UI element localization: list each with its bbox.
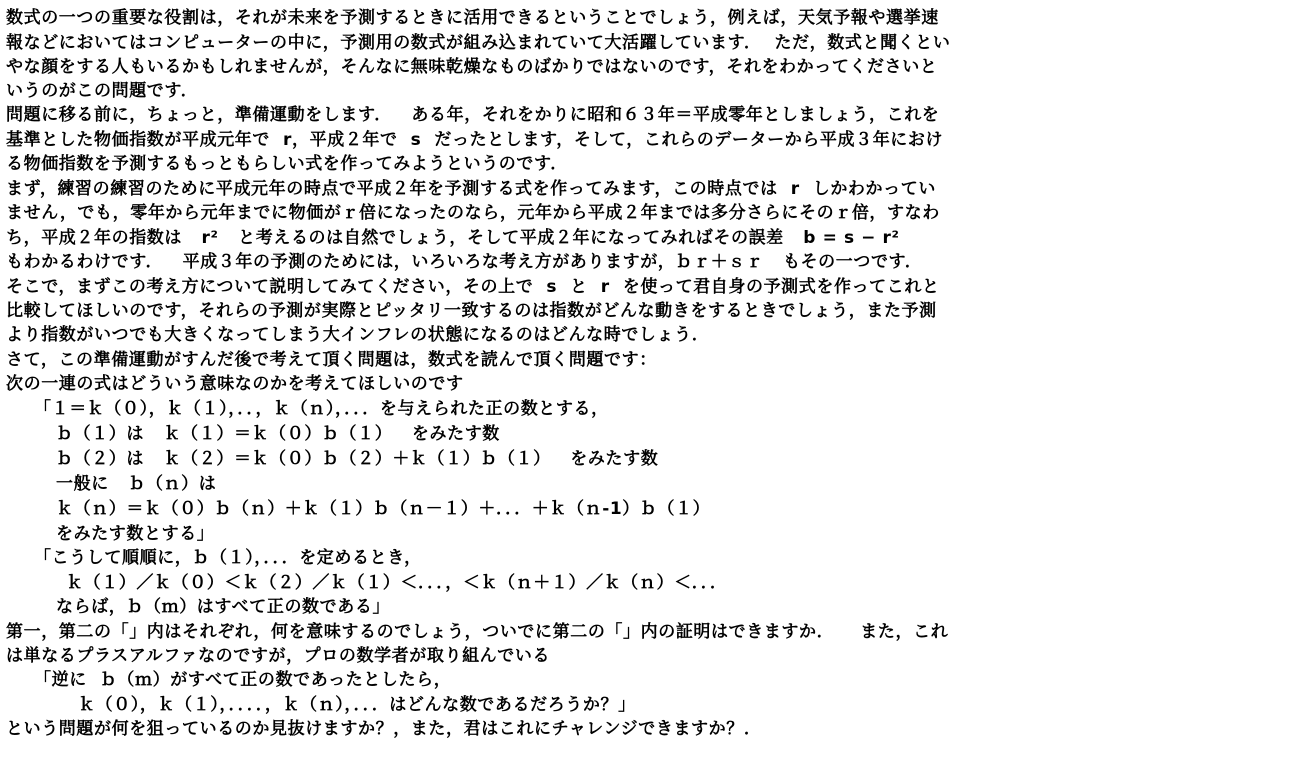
text-line-12: そこで，まずこの考え方について説明してみてください，その上で s と r を使って君自身の予測式を作ってこれと — [6, 277, 940, 297]
text-line-26: 第一，第二の「」内はそれぞれ，何を意味するのでしょう，ついでに第二の「」内の証明はできますか． また，これ — [6, 622, 949, 642]
text-line-2: 報などにおいてはコンピューターの中に，予測用の数式が組み込まれていて大活躍しています． ただ，数式と聞くとい — [6, 33, 951, 53]
text-line-8: まず，練習の練習のために平成元年の時点で平成２年を予測する式を作ってみます，この時点では r しかわかってい — [6, 179, 936, 199]
text-line-19: ｂ（２）は ｋ（２）＝ｋ（０）ｂ（２）＋ｋ（１）ｂ（１） をみたす数 — [56, 449, 659, 469]
text-line-17: 「１＝ｋ（０），ｋ（１），．．，ｋ（ｎ），．．．を与えられた正の数とする， — [34, 399, 609, 419]
text-line-27: は単なるプラスアルファなのですが，プロの数学者が取り組んでいる — [6, 646, 551, 666]
text-line-7: る物価指数を予測するもっともらしい式を作ってみようというのです． — [6, 154, 568, 174]
text-line-18: ｂ（１）は ｋ（１）＝ｋ（０）ｂ（１） をみたす数 — [56, 424, 500, 444]
text-line-24: ｋ（１）／ｋ（０）＜ｋ（２）／ｋ（１）＜．．．，＜ｋ（ｎ＋１）／ｋ（ｎ）＜．．． — [66, 573, 728, 593]
text-line-25: ならば，ｂ（ｍ）はすべて正の数である」 — [56, 597, 391, 617]
text-line-4: いうのがこの問題です． — [6, 81, 199, 101]
text-line-1: 数式の一つの重要な役割は，それが未来を予測するときに活用できるということでしょう，例えば，天気予報や選挙速 — [6, 8, 939, 28]
text-line-9: ません，でも，零年から元年までに物価がｒ倍になったのなら，元年から平成２年までは多分さらにそのｒ倍，すなわ — [6, 203, 940, 223]
text-line-13: 比較してほしいのです，それらの予測が実際とピッタリ一致するのは指数がどんな動きをするときでしょう，また予測 — [6, 301, 937, 321]
text-line-20: 一般に ｂ（ｎ）は — [56, 474, 217, 494]
text-line-21: ｋ（ｎ）＝ｋ（０）ｂ（ｎ）＋ｋ（１）ｂ（ｎ－１）＋．．．＋ｋ（ｎ-1）ｂ（１） — [56, 499, 711, 519]
text-line-14: より指数がいつでも大きくなってしまう大インフレの状態になるのはどんな時でしょう． — [6, 325, 710, 345]
text-line-30: という問題が何を狙っているのか見抜けますか？，また，君はこれにチャレンジできますか？． — [6, 719, 762, 739]
text-line-6: 基準とした物価指数が平成元年で r，平成２年で s だったとします，そして，これらのデーターから平成３年におけ — [6, 130, 944, 150]
text-line-15: さて，この準備運動がすんだ後で考えて頂く問題は，数式を読んで頂く問題です： — [6, 350, 657, 370]
text-line-16: 次の一連の式はどういう意味なのかを考えてほしいのです — [6, 374, 464, 394]
text-line-5: 問題に移る前に，ちょっと，準備運動をします． ある年，それをかりに昭和６３年＝平成零年としましょう，これを — [6, 105, 940, 125]
text-line-22: をみたす数とする」 — [56, 524, 215, 544]
text-line-11: もわかるわけです． 平成３年の予測のためには，いろいろな考え方がありますが，ｂｒ＋ｓｒ もその一つです． — [6, 252, 923, 272]
text-line-10: ち，平成２年の指数は r² と考えるのは自然でしょう，そして平成２年になってみればその誤差 b = s − r² — [6, 228, 900, 248]
text-line-3: やな顔をする人もいるかもしれませんが，そんなに無味乾燥なものばかりではないのです，それをわかってくださいと — [6, 57, 938, 77]
text-line-28: 「逆に ｂ（ｍ）がすべて正の数であったとしたら， — [34, 670, 452, 690]
text-line-29: ｋ（０），ｋ（１），．．．．，ｋ（ｎ），．．．はどんな数であるだろうか？」 — [78, 695, 636, 715]
text-line-23: 「こうして順順に，ｂ（１），．．．を定めるとき， — [34, 548, 422, 568]
